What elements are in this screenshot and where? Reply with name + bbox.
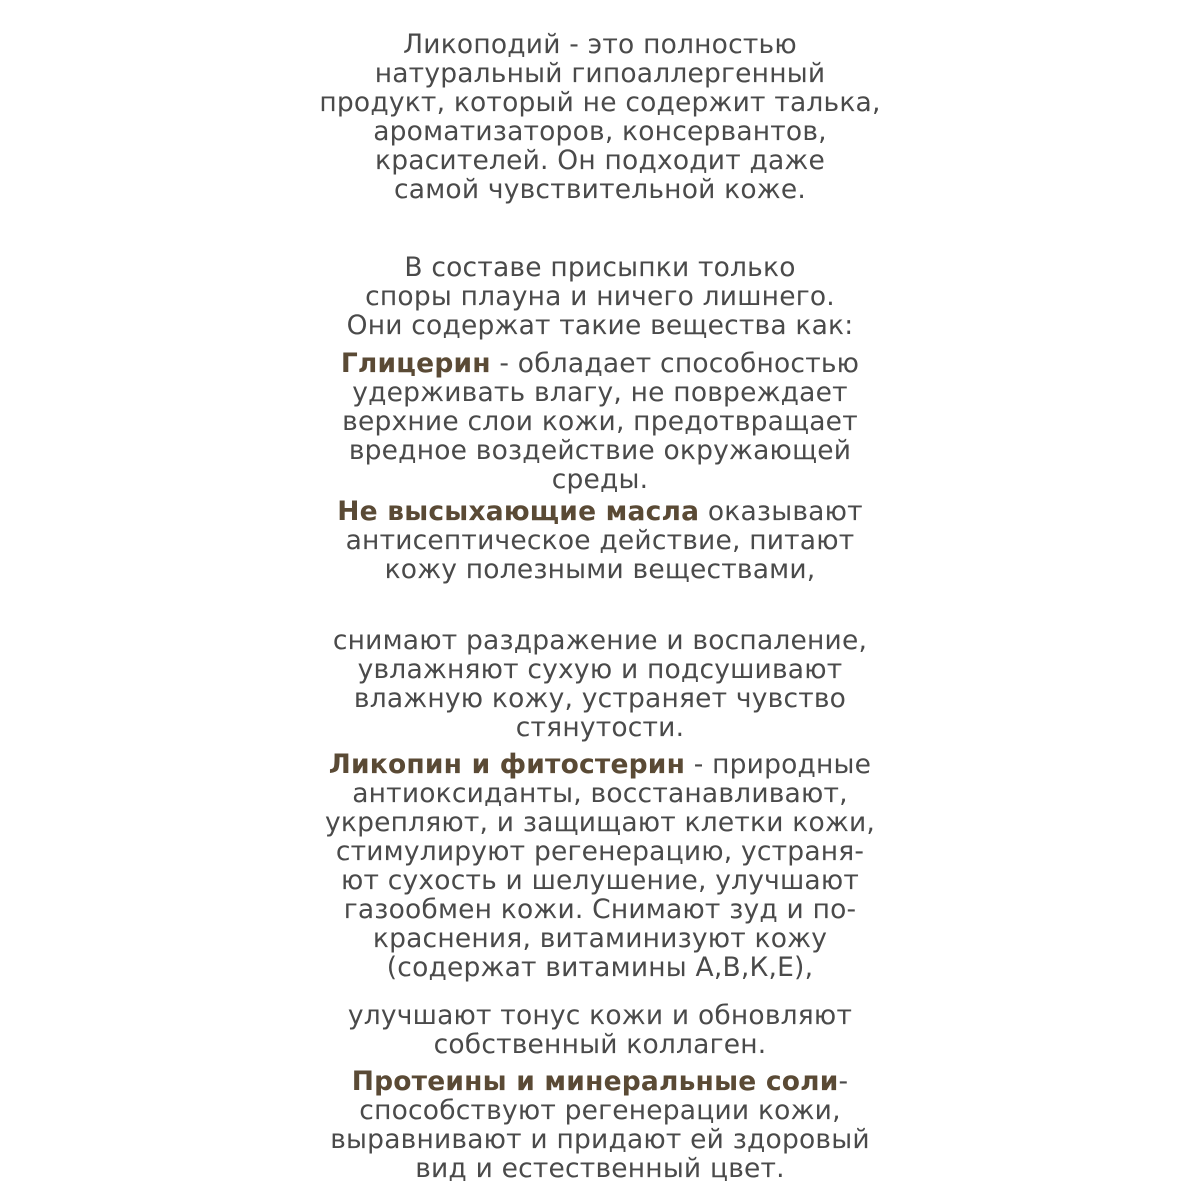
text-line: среды. [551, 464, 649, 495]
text-line: ют сухость и шелушение, улучшают [340, 865, 860, 896]
text-fragment: - [838, 1066, 849, 1097]
text-line: (содержат витамины А,В,К,Е), [386, 952, 814, 983]
text-line: продукт, который не содержит талька, [319, 87, 881, 118]
text-line: способствуют регенерации кожи, [359, 1095, 841, 1126]
text-line: Ликоподий - это полностью [403, 29, 797, 60]
text-line: улучшают тонус кожи и обновляют [347, 1000, 853, 1031]
text-line: споры плауна и ничего лишнего. [365, 281, 835, 312]
text-line [0, 349, 1200, 379]
text-line: стимулируют регенерацию, устраня- [335, 836, 865, 867]
term-proteins: Протеины и минеральные соли [351, 1066, 839, 1097]
text-line: собственный коллаген. [433, 1029, 767, 1060]
text-fragment: - природные [685, 749, 872, 780]
term-oils: Не высыхающие масла [337, 496, 700, 527]
text-line [0, 750, 1200, 780]
text-fragment: - обладает способностью [490, 348, 860, 379]
text-line: влажную кожу, устраняет чувство [353, 683, 847, 714]
text-line [0, 1067, 1200, 1097]
text-line: снимают раздражение и воспаление, [332, 625, 868, 656]
text-line: красителей. Он подходит даже [374, 145, 826, 176]
text-line: увлажняют сухую и подсушивают [357, 654, 843, 685]
text-line: краснения, витаминизуют кожу [372, 923, 828, 954]
text-line: Они содержат такие вещества как: [346, 310, 854, 341]
text-line: газообмен кожи. Снимают зуд и по- [343, 894, 857, 925]
text-line: антисептическое действие, питают [345, 525, 855, 556]
text-line: верхние слои кожи, предотвращает [342, 406, 858, 437]
text-line [0, 497, 1200, 527]
text-line: ароматизаторов, консервантов, [373, 116, 827, 147]
text-line: вид и естественный цвет. [415, 1153, 785, 1184]
text-line: стянутости. [515, 712, 685, 743]
text-fragment: оказывают [699, 496, 863, 527]
text-line: В составе присыпки только [404, 252, 796, 283]
text-line: выравнивают и придают ей здоровый [330, 1124, 870, 1155]
text-line: вредное воздействие окружающей [348, 435, 852, 466]
text-line: самой чувствительной коже. [394, 174, 806, 205]
term-lycopene: Ликопин и фитостерин [328, 749, 686, 780]
text-line: натуральный гипоаллергенный [374, 58, 826, 89]
term-glycerin: Глицерин [340, 348, 491, 379]
text-line: антиоксиданты, восстанавливают, [352, 778, 848, 809]
text-line: укрепляют, и защищают клетки кожи, [324, 807, 875, 838]
text-line: кожу полезными веществами, [384, 554, 816, 585]
text-line: удерживать влагу, не повреждает [352, 377, 848, 408]
